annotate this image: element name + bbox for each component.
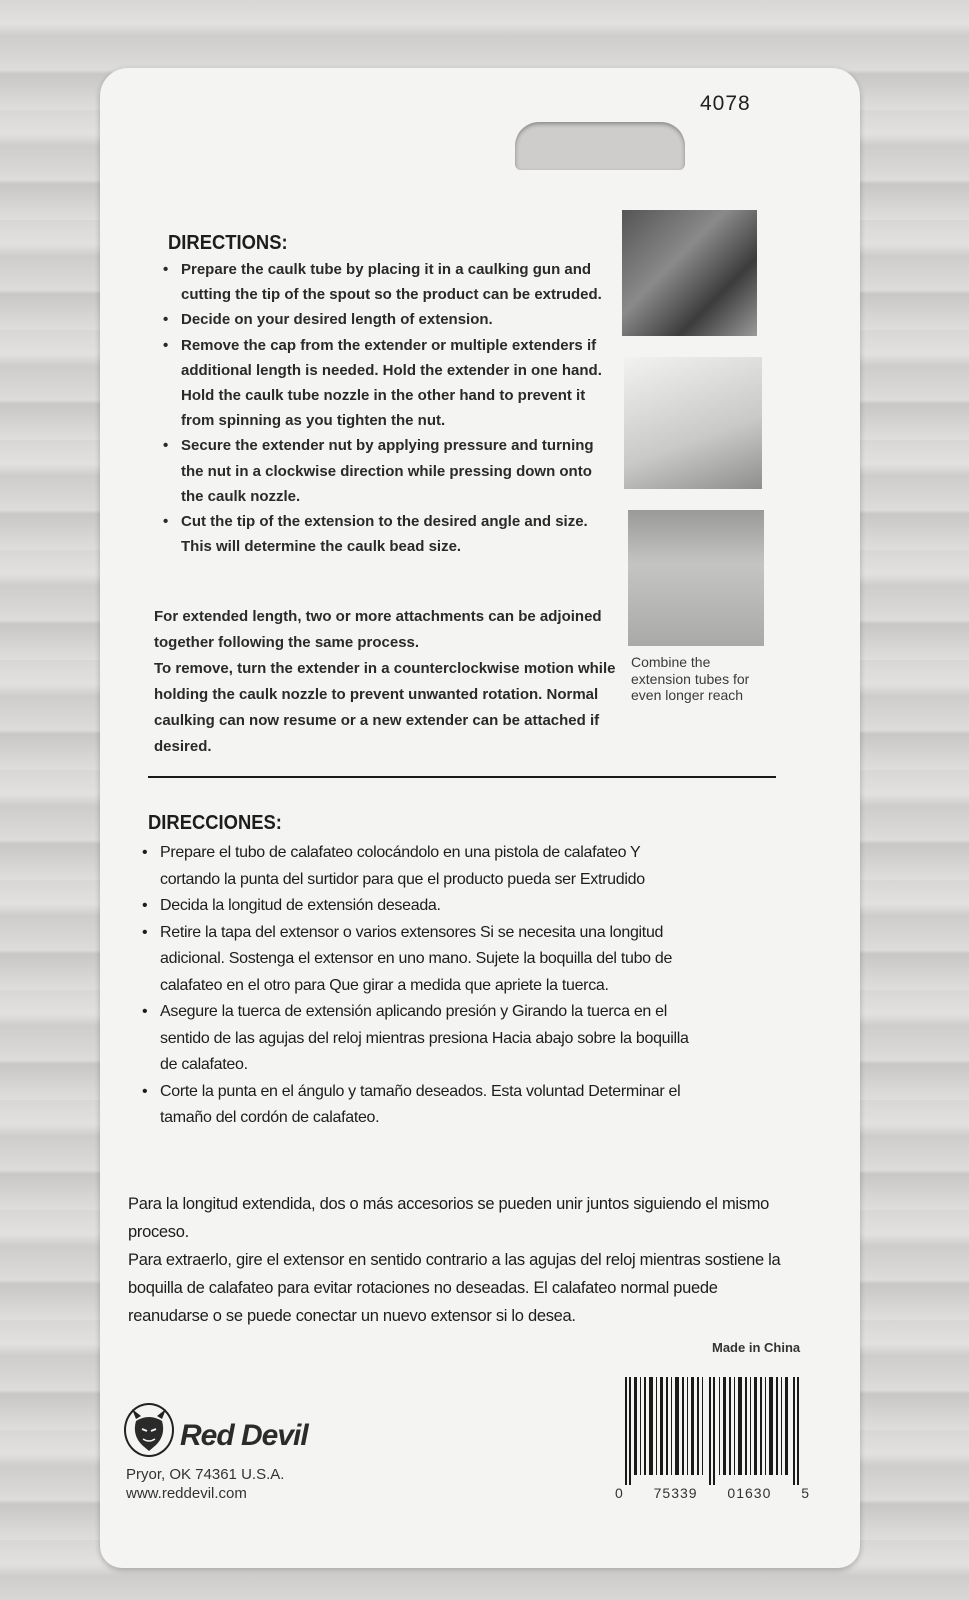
- removal-note: To remove, turn the extender in a counterclockwise motion while holding the caulk nozzle to prevent unwanted rotation. Normal caulking can now resume or a new extender can be attached if desired.: [154, 660, 616, 755]
- address-city: Pryor, OK 74361 U.S.A.: [126, 1466, 285, 1483]
- direcciones-notes: [128, 1190, 798, 1330]
- extended-length-note-es: Para la longitud extendida, dos o más accesorios se pueden unir juntos siguiendo el mismo proceso.: [128, 1195, 770, 1241]
- caulk-tube-extender-photo: [624, 357, 762, 489]
- sink-caulking-photo: [622, 210, 757, 336]
- directions-list: [163, 257, 613, 559]
- hang-hole: [515, 122, 685, 170]
- direcciones-list: [142, 840, 702, 1132]
- list-item: • Prepare el tubo de calafateo colocándolo en una pistola de calafateo Y cortando la punta del surtidor para que el producto pueda ser Extrudido: [142, 840, 702, 893]
- list-item: • Decida la longitud de extensión deseada.: [142, 893, 702, 920]
- website-url: www.reddevil.com: [126, 1485, 247, 1502]
- direcciones-heading: DIRECCIONES:: [148, 812, 282, 834]
- brand-name: Red Devil: [180, 1419, 308, 1452]
- list-item: • Secure the extender nut by applying pressure and turning the nut in a clockwise direction while pressing down onto the caulk nozzle.: [163, 433, 613, 509]
- barcode-digit-group: 01630: [727, 1485, 772, 1501]
- country-of-origin: Made in China: [712, 1340, 801, 1355]
- barcode-digit-group: 5: [801, 1485, 810, 1501]
- removal-note-es: Para extraerlo, gire el extensor en sentido contrario a las agujas del reloj mientras sostiene la boquilla de calafateo para evitar rotaciones no deseadas. El calafateo normal puede reanudarse o se puede conectar un nuevo extensor si lo desea.: [128, 1251, 781, 1325]
- upc-barcode: [615, 1377, 810, 1507]
- extended-length-note: For extended length, two or more attachments can be adjoined together following the same process.: [154, 608, 602, 651]
- brand-logo: [124, 1403, 344, 1461]
- barcode-bars: [623, 1377, 801, 1485]
- list-item: • Prepare the caulk tube by placing it in a caulking gun and cutting the tip of the spout so the product can be extruded.: [163, 257, 613, 307]
- barcode-digit-group: 75339: [653, 1485, 698, 1501]
- barcode-digits: [615, 1485, 810, 1501]
- photo-caption: Combine the extension tubes for even longer reach: [631, 654, 750, 703]
- devil-head-icon: [124, 1403, 174, 1457]
- list-item: • Remove the cap from the extender or multiple extenders if additional length is needed. Hold the extender in one hand. Hold the caulk tube nozzle in the other hand to prevent it from spinning as you tighten the nut.: [163, 333, 613, 434]
- directions-heading: DIRECTIONS:: [168, 232, 288, 254]
- directions-notes: [154, 604, 624, 760]
- list-item: • Decide on your desired length of extension.: [163, 307, 613, 332]
- manufacturer-address: [126, 1465, 284, 1503]
- section-divider: [148, 776, 776, 778]
- list-item: • Asegure la tuerca de extensión aplicando presión y Girando la tuerca en el sentido de las agujas del reloj mientras presiona Hacia abajo sobre la boquilla de calafateo.: [142, 999, 702, 1079]
- barcode-digit-group: 0: [615, 1485, 624, 1501]
- list-item: • Retire la tapa del extensor o varios extensores Si se necesita una longitud adicional. Sostenga el extensor en uno mano. Sujete la boquilla del tubo de calafateo en el otro para Que girar a medida que apriete la tuerca.: [142, 920, 702, 1000]
- list-item: • Corte la punta en el ángulo y tamaño deseados. Esta voluntad Determinar el tamaño del cordón de calafateo.: [142, 1079, 702, 1132]
- combined-extension-tubes-photo: [628, 510, 764, 646]
- list-item: • Cut the tip of the extension to the desired angle and size. This will determine the caulk bead size.: [163, 509, 613, 559]
- product-number: 4078: [700, 92, 751, 115]
